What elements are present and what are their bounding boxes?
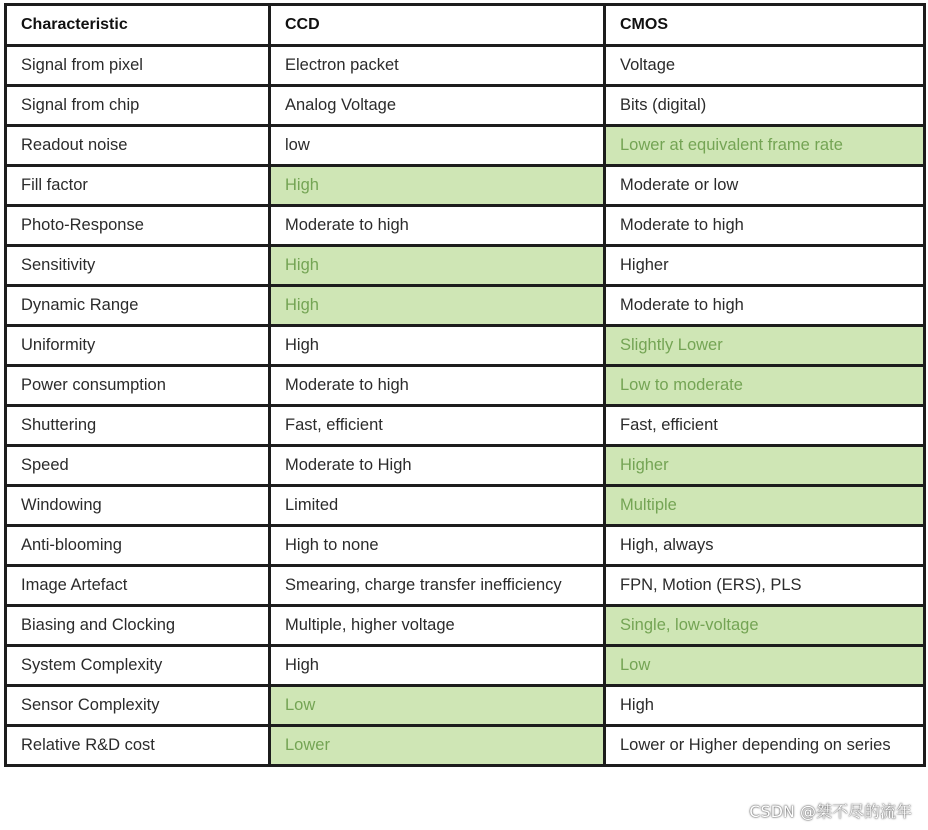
ccd-cell: Analog Voltage (270, 86, 605, 126)
ccd-cell: High (270, 166, 605, 206)
table-row (6, 126, 925, 166)
characteristic-cell: Signal from chip (6, 86, 270, 126)
header-ccd: CCD (270, 5, 605, 46)
ccd-cell: High to none (270, 526, 605, 566)
table-row (6, 206, 925, 246)
table-row (6, 286, 925, 326)
cmos-cell: FPN, Motion (ERS), PLS (605, 566, 925, 606)
cmos-cell: Moderate to high (605, 206, 925, 246)
ccd-cell: Moderate to high (270, 366, 605, 406)
cmos-cell: Single, low-voltage (605, 606, 925, 646)
ccd-cell: Moderate to High (270, 446, 605, 486)
characteristic-cell: Biasing and Clocking (6, 606, 270, 646)
header-characteristic: Characteristic (6, 5, 270, 46)
characteristic-cell: Speed (6, 446, 270, 486)
ccd-cell: Limited (270, 486, 605, 526)
table-body (6, 46, 925, 766)
ccd-cell: High (270, 646, 605, 686)
characteristic-cell: Sensor Complexity (6, 686, 270, 726)
table-header-row (6, 5, 925, 46)
cmos-cell: Low (605, 646, 925, 686)
table-row (6, 526, 925, 566)
ccd-cell: Smearing, charge transfer inefficiency (270, 566, 605, 606)
cmos-cell: Slightly Lower (605, 326, 925, 366)
cmos-cell: Higher (605, 246, 925, 286)
table-row (6, 326, 925, 366)
ccd-cmos-comparison-table (4, 3, 926, 767)
characteristic-cell: Photo-Response (6, 206, 270, 246)
ccd-cell: low (270, 126, 605, 166)
cmos-cell: Moderate to high (605, 286, 925, 326)
ccd-cell: High (270, 246, 605, 286)
characteristic-cell: Dynamic Range (6, 286, 270, 326)
characteristic-cell: Anti-blooming (6, 526, 270, 566)
characteristic-cell: Windowing (6, 486, 270, 526)
cmos-cell: Bits (digital) (605, 86, 925, 126)
characteristic-cell: Image Artefact (6, 566, 270, 606)
cmos-cell: Low to moderate (605, 366, 925, 406)
cmos-cell: Higher (605, 446, 925, 486)
cmos-cell: High (605, 686, 925, 726)
ccd-cell: High (270, 326, 605, 366)
cmos-cell: Multiple (605, 486, 925, 526)
cmos-cell: High, always (605, 526, 925, 566)
characteristic-cell: Readout noise (6, 126, 270, 166)
table-row (6, 406, 925, 446)
cmos-cell: Fast, efficient (605, 406, 925, 446)
table-row (6, 246, 925, 286)
ccd-cell: Low (270, 686, 605, 726)
characteristic-cell: Fill factor (6, 166, 270, 206)
characteristic-cell: Signal from pixel (6, 46, 270, 86)
table-row (6, 686, 925, 726)
table-row (6, 166, 925, 206)
table-row (6, 486, 925, 526)
table-row (6, 446, 925, 486)
ccd-cell: Moderate to high (270, 206, 605, 246)
ccd-cell: Multiple, higher voltage (270, 606, 605, 646)
csdn-watermark: CSDN @桀不尽的流年 (749, 802, 912, 821)
cmos-cell: Moderate or low (605, 166, 925, 206)
characteristic-cell: Shuttering (6, 406, 270, 446)
ccd-cell: High (270, 286, 605, 326)
characteristic-cell: System Complexity (6, 646, 270, 686)
header-cmos: CMOS (605, 5, 925, 46)
table-row (6, 86, 925, 126)
cmos-cell: Voltage (605, 46, 925, 86)
ccd-cell: Lower (270, 726, 605, 766)
table-row (6, 606, 925, 646)
table-row (6, 646, 925, 686)
characteristic-cell: Relative R&D cost (6, 726, 270, 766)
table-row (6, 566, 925, 606)
characteristic-cell: Uniformity (6, 326, 270, 366)
ccd-cell: Electron packet (270, 46, 605, 86)
table-row (6, 726, 925, 766)
cmos-cell: Lower at equivalent frame rate (605, 126, 925, 166)
comparison-table-container (4, 3, 923, 767)
characteristic-cell: Power consumption (6, 366, 270, 406)
table-row (6, 366, 925, 406)
characteristic-cell: Sensitivity (6, 246, 270, 286)
cmos-cell: Lower or Higher depending on series (605, 726, 925, 766)
table-row (6, 46, 925, 86)
ccd-cell: Fast, efficient (270, 406, 605, 446)
